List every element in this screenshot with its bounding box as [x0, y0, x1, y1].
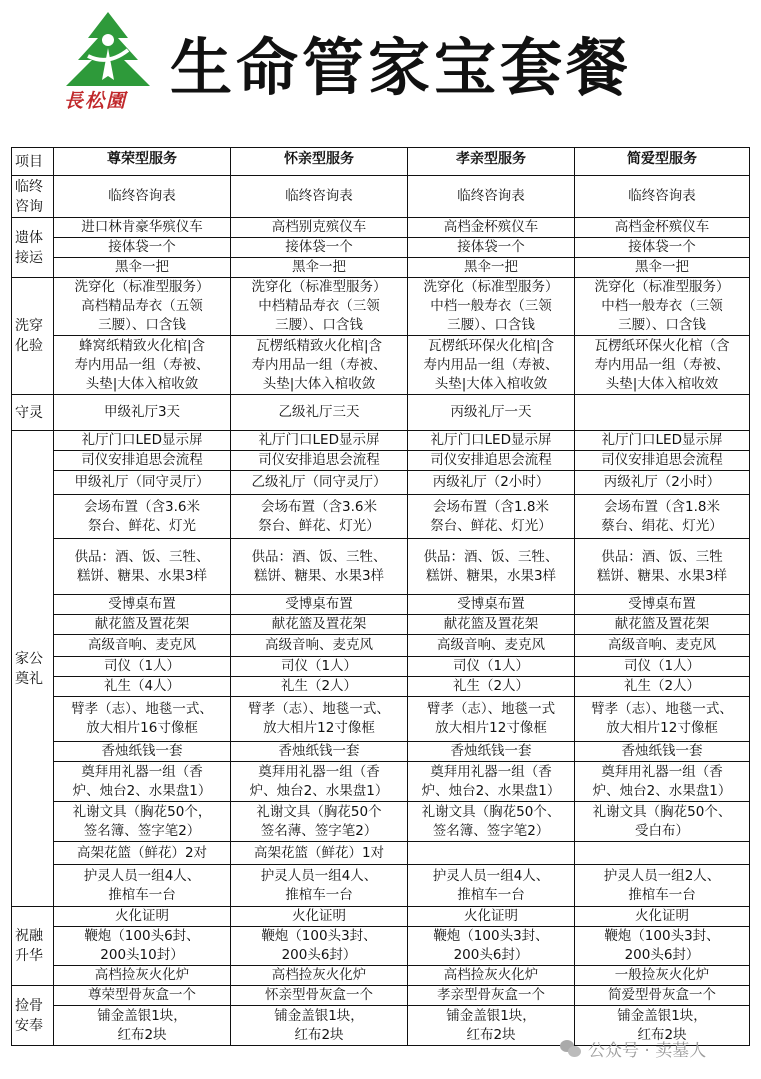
table-cell: 礼厅门口LED显示屏	[575, 431, 750, 451]
table-cell: 简爱型骨灰盒一个	[575, 986, 750, 1006]
table-cell: 礼厅门口LED显示屏	[54, 431, 231, 451]
column-header: 尊荣型服务	[54, 148, 231, 176]
table-cell: 护灵人员一组4人、 推棺车一台	[54, 865, 231, 907]
table-row	[12, 495, 750, 539]
table-cell: 臂孝（志）、地毯一式、 放大相片16寸像框	[54, 697, 231, 742]
watermark-text: 公众号 · 卖墓人	[588, 1041, 707, 1061]
table-cell: 护灵人员一组4人、 推棺车一台	[231, 865, 408, 907]
table-cell: 怀亲型骨灰盒一个	[231, 986, 408, 1006]
table-cell: 火化证明	[575, 907, 750, 927]
table-cell: 乙级礼厅三天	[231, 395, 408, 431]
table-cell: 临终咨询表	[54, 176, 231, 218]
table-cell: 尊荣型骨灰盒一个	[54, 986, 231, 1006]
table-cell: 高级音响、麦克风	[54, 635, 231, 657]
column-header: 孝亲型服务	[408, 148, 575, 176]
table-cell: 会场布置（含3.6米 祭台、鲜花、灯光	[54, 495, 231, 539]
table-cell: 奠拜用礼器一组（香 炉、烛台2、水果盘1）	[408, 762, 575, 802]
table-cell: 高档金杯殡仪车	[575, 218, 750, 238]
table-row	[12, 865, 750, 907]
table-cell: 会场布置（含3.6米 祭台、鲜花、灯光）	[231, 495, 408, 539]
table-cell: 司仪（1人）	[408, 657, 575, 677]
table-cell	[575, 395, 750, 431]
table-cell: 洗穿化（标准型服务） 中档精品寿衣（三领 三腰）、口含钱	[231, 278, 408, 336]
table-cell: 礼生（2人）	[575, 677, 750, 697]
table-row	[12, 927, 750, 966]
table-row	[12, 657, 750, 677]
category-cell: 洗穿 化验	[12, 278, 54, 395]
category-cell: 捡骨 安奉	[12, 986, 54, 1046]
table-cell: 接体袋一个	[231, 238, 408, 258]
table-row	[12, 762, 750, 802]
table-cell: 献花篮及置花架	[408, 615, 575, 635]
table-cell: 礼生（4人）	[54, 677, 231, 697]
table-cell: 司仪安排追思会流程	[54, 451, 231, 471]
table-row	[12, 431, 750, 451]
table-cell: 临终咨询表	[575, 176, 750, 218]
table-row	[12, 451, 750, 471]
table-cell: 司仪（1人）	[575, 657, 750, 677]
table-cell: 礼生（2人）	[408, 677, 575, 697]
table-row	[12, 176, 750, 218]
table-row	[12, 635, 750, 657]
table-cell: 进口林肯豪华殡仪车	[54, 218, 231, 238]
table-cell: 司仪安排追思会流程	[575, 451, 750, 471]
table-cell: 奠拜用礼器一组（香 炉、烛台2、水果盘1）	[231, 762, 408, 802]
table-cell: 铺金盖银1块， 红布2块	[54, 1006, 231, 1046]
table-cell: 礼厅门口LED显示屏	[231, 431, 408, 451]
table-cell: 高架花篮（鲜花）1对	[231, 842, 408, 865]
table-cell: 黑伞一把	[54, 258, 231, 278]
table-row	[12, 742, 750, 762]
table-cell: 司仪安排追思会流程	[231, 451, 408, 471]
table-cell: 火化证明	[231, 907, 408, 927]
table-cell: 礼厅门口LED显示屏	[408, 431, 575, 451]
table-cell: 香烛纸钱一套	[408, 742, 575, 762]
table-row	[12, 802, 750, 842]
table-row	[12, 395, 750, 431]
table-row	[12, 238, 750, 258]
table-cell: 高档别克殡仪车	[231, 218, 408, 238]
table-cell	[575, 842, 750, 865]
table-cell: 司仪安排追思会流程	[408, 451, 575, 471]
table-cell: 铺金盖银1块， 红布2块	[408, 1006, 575, 1046]
table-cell: 护灵人员一组4人、 推棺车一台	[408, 865, 575, 907]
table-cell: 会场布置（含1.8米 祭台、鲜花、灯光）	[408, 495, 575, 539]
table-cell: 鞭炮（100头3封、 200头6封）	[408, 927, 575, 966]
table-cell: 礼生（2人）	[231, 677, 408, 697]
table-cell: 献花篮及置花架	[231, 615, 408, 635]
table-cell: 火化证明	[408, 907, 575, 927]
header-row	[12, 148, 750, 176]
table-cell: 洗穿化（标准型服务） 高档精品寿衣（五领 三腰）、口含钱	[54, 278, 231, 336]
table-cell: 高级音响、麦克风	[575, 635, 750, 657]
category-cell: 遗体 接运	[12, 218, 54, 278]
table-cell: 高档金杯殡仪车	[408, 218, 575, 238]
table-cell: 黑伞一把	[231, 258, 408, 278]
table-cell: 洗穿化（标准型服务） 中档一般寿衣（三领 三腰）、口含钱	[575, 278, 750, 336]
table-cell: 高档捡灰火化炉	[408, 966, 575, 986]
table-cell: 礼谢文具（胸花50个， 签名簿、签字笔2）	[54, 802, 231, 842]
table-cell: 献花篮及置花架	[575, 615, 750, 635]
corner-header: 项目	[12, 148, 54, 176]
table-cell: 高级音响、麦克风	[231, 635, 408, 657]
package-table	[11, 147, 750, 1046]
table-cell: 高架花篮（鲜花）2对	[54, 842, 231, 865]
table-cell: 铺金盖银1块， 红布2块	[231, 1006, 408, 1046]
table-row	[12, 907, 750, 927]
table-cell: 接体袋一个	[54, 238, 231, 258]
table-cell: 礼谢文具（胸花50个、 签名簿、签字笔2）	[408, 802, 575, 842]
table-cell: 臂孝（志）、地毯一式、 放大相片12寸像框	[231, 697, 408, 742]
table-cell: 礼谢文具（胸花50个 签名薄、签字笔2）	[231, 802, 408, 842]
logo-text: 長松園	[64, 90, 128, 112]
table-cell: 鞭炮（100头3封、 200头6封）	[575, 927, 750, 966]
table-cell: 蜂窝纸精致火化棺|含 寿内用品一组（寿被、 头垫|大体入棺收敛	[54, 336, 231, 395]
table-cell: 奠拜用礼器一组（香 炉、烛台2、水果盘1）	[575, 762, 750, 802]
wechat-icon	[560, 1040, 582, 1058]
category-cell: 祝融 升华	[12, 907, 54, 986]
table-cell: 孝亲型骨灰盒一个	[408, 986, 575, 1006]
table-cell: 高档捡灰火化炉	[231, 966, 408, 986]
table-cell: 接体袋一个	[575, 238, 750, 258]
table-row	[12, 697, 750, 742]
table-row	[12, 615, 750, 635]
table-cell: 香烛纸钱一套	[54, 742, 231, 762]
table-cell: 受博桌布置	[575, 595, 750, 615]
table-cell: 甲级礼厅（同守灵厅）	[54, 471, 231, 495]
table-cell: 高档捡灰火化炉	[54, 966, 231, 986]
table-cell: 臂孝（志）、地毯一式、 放大相片12寸像框	[575, 697, 750, 742]
table-cell: 瓦楞纸环保火化棺（含 寿内用品一组（寿被、 头垫|大体入棺收效	[575, 336, 750, 395]
table-cell: 供品：酒、饭、三牲、 糕饼、糖果、水果3样	[231, 539, 408, 595]
table-row	[12, 595, 750, 615]
table-cell: 供品：酒、饭、三牲、 糕饼、糖果、水果3样	[54, 539, 231, 595]
table-cell: 供品：酒、饭、三牲、 糕饼、糖果，水果3样	[408, 539, 575, 595]
table-cell: 会场布置（含1.8米 蔡台、绢花、灯光）	[575, 495, 750, 539]
table-cell: 受博桌布置	[231, 595, 408, 615]
table-cell: 受博桌布置	[408, 595, 575, 615]
table-cell: 受博桌布置	[54, 595, 231, 615]
table-row	[12, 677, 750, 697]
table-cell: 供品：酒、饭、三牲 糕饼、糖果、水果3样	[575, 539, 750, 595]
table-cell: 瓦楞纸环保火化棺|含 寿内用品一组（寿被、 头垫|大体入棺收敛	[408, 336, 575, 395]
table-cell: 洗穿化（标准型服务） 中档一般寿衣（三领 三腰）、口含钱	[408, 278, 575, 336]
table-cell: 甲级礼厅3天	[54, 395, 231, 431]
table-cell: 高级音响、麦克风	[408, 635, 575, 657]
table-cell: 临终咨询表	[408, 176, 575, 218]
table-cell: 临终咨询表	[231, 176, 408, 218]
table-row	[12, 278, 750, 336]
table-cell: 鞭炮（100头6封、 200头10封）	[54, 927, 231, 966]
table-cell: 乙级礼厅（同守灵厅）	[231, 471, 408, 495]
table-cell: 护灵人员一组2人、 推棺车一台	[575, 865, 750, 907]
column-header: 怀亲型服务	[231, 148, 408, 176]
category-cell: 临终 咨询	[12, 176, 54, 218]
table-cell: 香烛纸钱一套	[231, 742, 408, 762]
table-cell: 瓦楞纸精致火化棺|含 寿内用品一组（寿被、 头垫|大体入棺收敛	[231, 336, 408, 395]
table-cell: 铺金盖银1块， 红布2块	[575, 1006, 750, 1046]
table-cell: 香烛纸钱一套	[575, 742, 750, 762]
table-row	[12, 986, 750, 1006]
table-cell: 黑伞一把	[575, 258, 750, 278]
table-cell: 黑伞一把	[408, 258, 575, 278]
table-cell: 礼谢文具（胸花50个、 受白布）	[575, 802, 750, 842]
table-row	[12, 336, 750, 395]
table-row	[12, 539, 750, 595]
table-cell	[408, 842, 575, 865]
page-title: 生命管家宝套餐	[170, 31, 633, 104]
table-row	[12, 842, 750, 865]
table-cell: 献花篮及置花架	[54, 615, 231, 635]
category-cell: 家公 奠礼	[12, 431, 54, 907]
table-row	[12, 966, 750, 986]
table-row	[12, 471, 750, 495]
table-cell: 司仪（1人）	[231, 657, 408, 677]
watermark	[560, 1036, 706, 1061]
category-cell: 守灵	[12, 395, 54, 431]
table-cell: 丙级礼厅（2小时）	[408, 471, 575, 495]
table-row	[12, 218, 750, 238]
table-cell: 接体袋一个	[408, 238, 575, 258]
column-header: 简爱型服务	[575, 148, 750, 176]
table-cell: 一般捡灰火化炉	[575, 966, 750, 986]
table-cell: 丙级礼厅（2小时）	[575, 471, 750, 495]
table-cell: 臂孝（志）、地毯一式 放大相片12寸像框	[408, 697, 575, 742]
table-cell: 鞭炮（100头3封、 200头6封）	[231, 927, 408, 966]
table-row	[12, 258, 750, 278]
table-cell: 奠拜用礼器一组（香 炉、烛台2、水果盘1）	[54, 762, 231, 802]
table-cell: 火化证明	[54, 907, 231, 927]
table-cell: 丙级礼厅一天	[408, 395, 575, 431]
table-cell: 司仪（1人）	[54, 657, 231, 677]
